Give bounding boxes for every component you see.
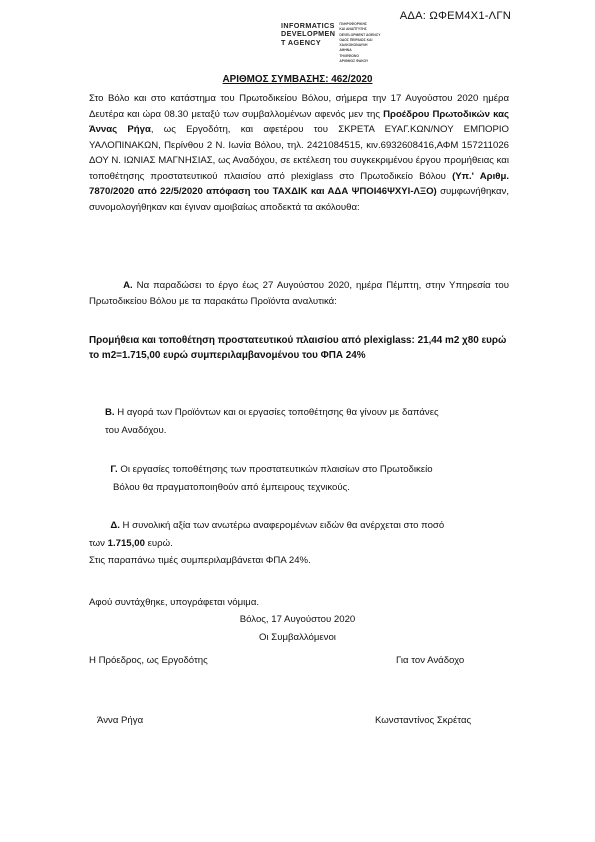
intro-paragraph: Στο Βόλο και στο κατάστημα του Πρωτοδικείου Βόλου, σήμερα την 17 Αυγούστου 2020 ημέρα Δευτέρα και ώρα 08.30 μεταξύ των συμβαλλομένων αφενός μεν της Προέδρου Πρωτοδικών κας Άννας Ρήγα, ως Εργοδότη, και αφετέρου του ΣΚΡΕΤΑ ΕΥΑΓ.ΚΩΝ/ΝΟΥ ΕΜΠΟΡΙΟ ΥΑΛΟΠΙΝΑΚΩΝ, Περίνθου 2 Ν. Ιωνία Βόλου, τηλ. 2421084515, κιν.6932608416,ΑΦΜ 157211026 ΔΟΥ Ν. ΙΩΝΙΑΣ ΜΑΓΝΗΣΙΑΣ, ως Αναδόχου, σε εκτέλεση του συγκεκριμένου έργου προμήθειας και τοποθέτησης προστατευτικού πλαισίου από plexiglass στο Πρωτοδικείο Βόλου (Υπ.' Αριθμ. 7870/2020 από 22/5/2020 απόφαση του ΤΑΧΔΙΚ και ΑΔΑ ΨΠΟΙ46ΨΧΥΙ-ΛΞΟ) συμφωνήθηκαν, συνομολογήθηκαν και έγιναν αμοιβαίως αποδεκτά τα ακόλουθα:: [89, 93, 510, 213]
employer-name: Άννα Ρήγα: [97, 715, 144, 726]
agency-logo: [281, 22, 385, 64]
signed-statement: Αφού συντάχθηκε, υπογράφεται νόμιμα.: [89, 597, 260, 608]
contractor-name: Κωνσταντίνος Σκρέτας: [375, 715, 472, 726]
clause-c: Γ. Οι εργασίες τοποθέτησης των προστατευτικών πλαισίων στο Πρωτοδικείο Βόλου θα πραγματοποιηθούν από έμπειρους τεχνικούς.: [110, 464, 433, 493]
signature-date: Βόλος, 17 Αυγούστου 2020: [239, 614, 356, 625]
employer-role: Η Πρόεδρος, ως Εργοδότης: [89, 655, 208, 666]
logo-text: INFORMATICS DEVELOPMEN T AGENCY: [281, 21, 336, 47]
clause-a: Α. Να παραδώσει το έργο έως 27 Αυγούστου 2020, ημέρα Πέμπτη, στην Υπηρεσία του Πρωτοδικείου Βόλου με τα παρακάτω Προϊόντα αναλυτικά:: [89, 280, 509, 307]
logo-subtext: ΠΛΗΡΟΦΟΡΙΚΗΣ ΚΑΙ ΑΝΑΠΤΥΞΗΣ DEVELOPMENT AGENCY ΟΔΟΣ ΠΕΙΡΑΙΩΣ ΚΑΙ ΧΑΛΚΟΚΟΝΔΥΛΗ ΑΘΗΝΑ ΤΗΛΕΦΩΝΟ ΑΡΙΘΜΟΣ ΦΑΚΟΥ: [339, 22, 381, 63]
parties-heading: Οι Συμβαλλόμενοι: [259, 632, 336, 643]
product-line: Προμήθεια και τοποθέτηση προστατευτικού πλαισίου από plexiglass: 21,44 m2 χ80 ευρώ το m2=1.715,00 ευρώ συμπεριλαμβανομένου του ΦΠΑ 24%: [89, 335, 507, 361]
clause-b: Β. Η αγορά των Προϊόντων και οι εργασίες τοποθέτησης θα γίνουν με δαπάνες του Αναδόχου.: [105, 407, 439, 436]
clause-d: Δ. Η συνολική αξία των ανωτέρω αναφερομένων ειδών θα ανέρχεται στο ποσό των 1.715,00 ευρώ. Στις παραπάνω τιμές συμπεριλαμβάνεται ΦΠΑ 24%.: [89, 520, 445, 567]
ada-code: ΑΔΑ: ΩΦΕΜ4Χ1-ΛΓΝ: [399, 10, 511, 22]
total-amount: 1.715,00: [107, 537, 145, 549]
contract-title: ΑΡΙΘΜΟΣ ΣΥΜΒΑΣΗΣ: 462/2020: [222, 74, 373, 85]
contractor-role: Για τον Ανάδοχο: [396, 655, 465, 666]
